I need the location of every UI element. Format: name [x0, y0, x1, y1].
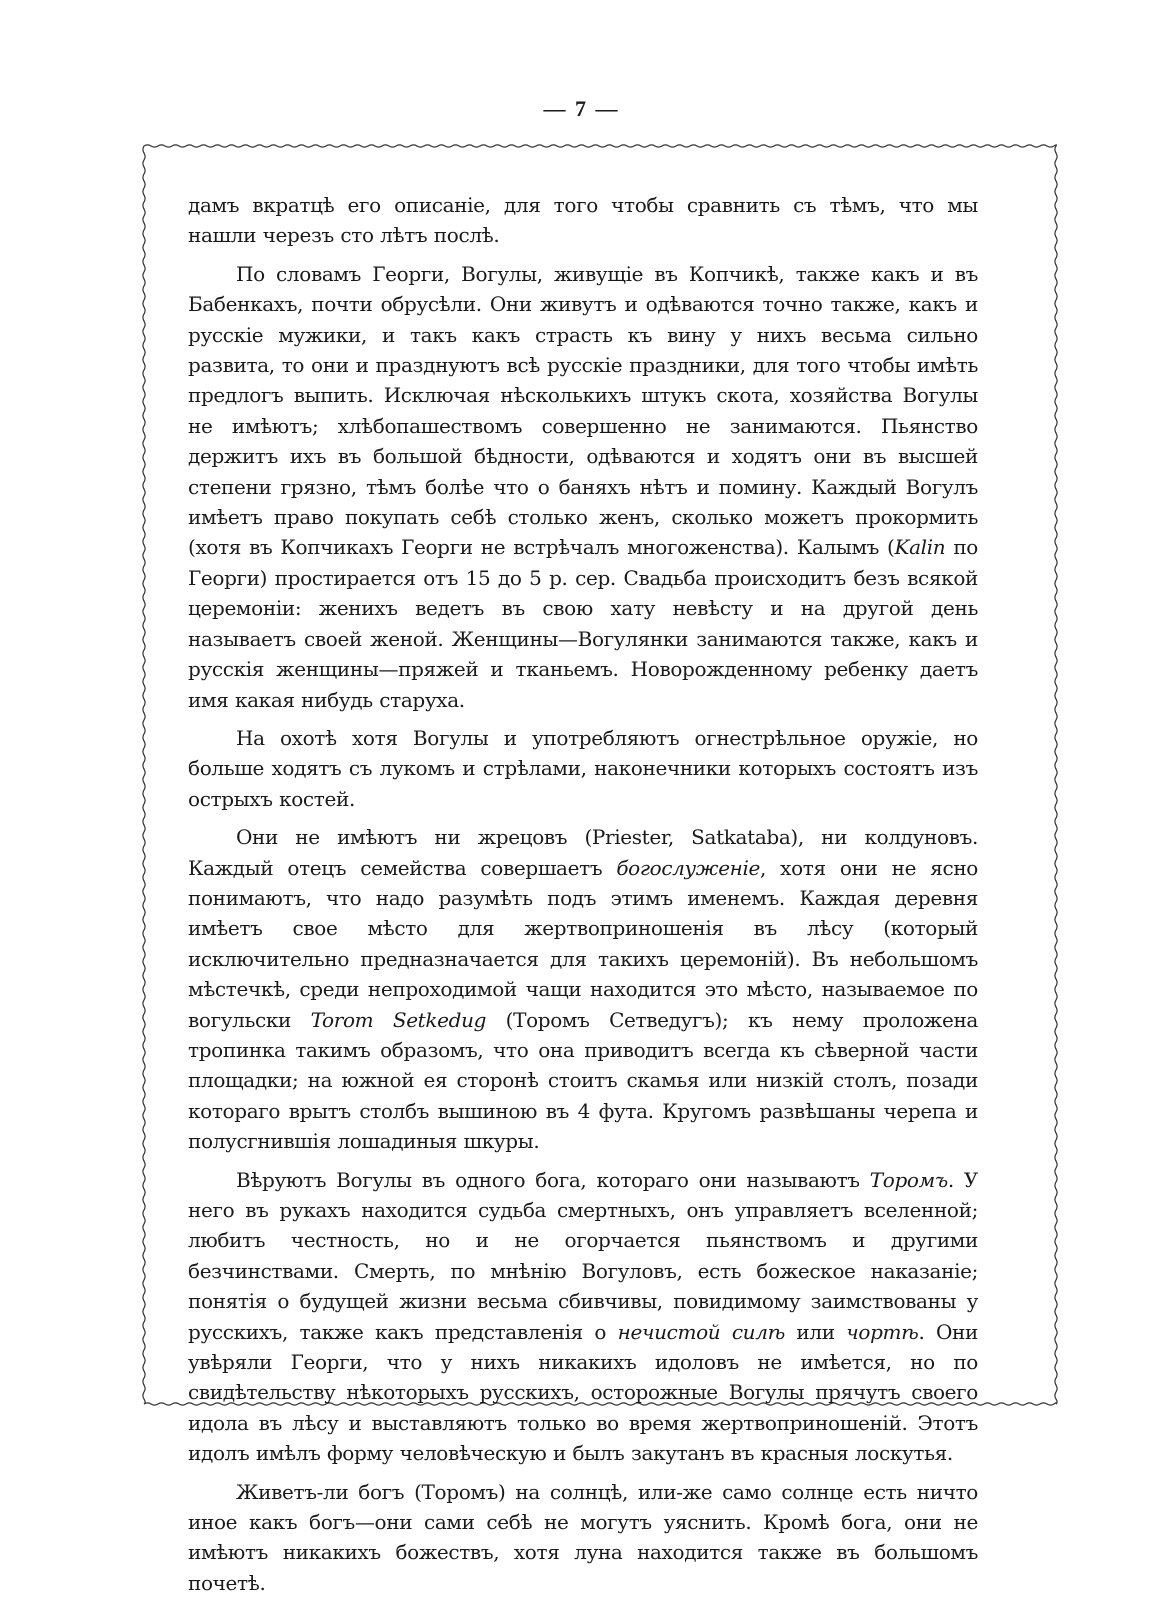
paragraph-4: [188, 822, 978, 1156]
italic-run: Торомъ: [869, 1167, 948, 1192]
paragraph-1: [188, 190, 978, 251]
italic-run: богослуженіе: [616, 855, 761, 880]
text-run: . Они увѣряли Георги, что у нихъ никакихъ идоловъ не имѣется, но по свидѣтельству нѣкоторыхъ русскихъ, осторожные Вогулы прячутъ своего идола въ лѣсу и выставляютъ только во время жертвоприношеній. Этотъ идолъ имѣлъ форму человѣческую и былъ закутанъ въ красныя лоскутья.: [188, 1319, 978, 1466]
text-run: На охотѣ хотя Вогулы и употребляютъ огнестрѣльное оружіе, но больше ходятъ съ лукомъ и стрѣлами, наконечники которыхъ состоятъ изъ острыхъ костей.: [188, 725, 978, 811]
text-body: [188, 190, 978, 1606]
text-run: Вѣруютъ Вогулы въ одного бога, котораго они называютъ: [236, 1167, 870, 1192]
border-right: [1055, 146, 1057, 1404]
text-run: По словамъ Георги, Вогулы, живущіе въ Копчикѣ, также какъ и въ Бабенкахъ, почти обрусѣли. Они живутъ и одѣваются точно также, какъ и русскіе мужики, и такъ какъ страсть къ вину у нихъ весьма сильно развита, то они и празднуютъ всѣ русскіе праздники, для того чтобы имѣть предлогъ выпить. Исключая нѣсколькихъ штукъ скота, хозяйства Вогулы не имѣютъ; хлѣбопашествомъ совершенно не занимаются. Пьянство держитъ ихъ въ большой бѣдности, одѣваются и ходятъ они въ высшей степени грязно, тѣмъ болѣе что о баняхъ нѣтъ и помину. Каждый Вогулъ имѣетъ право покупать себѣ столько женъ, сколько можетъ прокормить (хотя въ Копчикахъ Георги не встрѣчалъ многоженства). Калымъ (: [188, 261, 978, 560]
italic-run: чортѣ: [846, 1319, 919, 1344]
text-run: (Торомъ Сетведугъ); къ нему проложена тропинка такимъ образомъ, что она приводитъ всегда къ сѣверной части площадки; на южной ея сторонѣ стоитъ скамья или низкій столъ, позади котораго врытъ столбъ вышиною въ 4 фута. Кругомъ развѣшаны черепа и полусгнившія лошадиныя шкуры.: [188, 1007, 978, 1154]
text-run: по Георги) простирается отъ 15 до 5 р. сер. Свадьба происходитъ безъ всякой церемоніи: женихъ ведетъ въ свою хату невѣсту и на другой день называетъ своей женой. Женщины—Вогулянки занимаются также, какъ и русскія женщины—пряжей и тканьемъ. Новорожденному ребенку даетъ имя какая нибудь старуха.: [188, 535, 978, 712]
text-run: дамъ вкратцѣ его описаніе, для того чтобы сравнить съ тѣмъ, что мы нашли черезъ сто лѣтъ послѣ.: [188, 193, 978, 248]
italic-run: нечистой силѣ: [617, 1319, 785, 1344]
border-top: [144, 145, 1056, 147]
text-run: Живетъ-ли богъ (Торомъ) на солнцѣ, или-же само солнце есть ничто иное какъ богъ—они сами себѣ не могутъ уяснить. Кромѣ бога, они не имѣютъ никакихъ божествъ, хотя луна находится также въ большомъ почетѣ.: [188, 1479, 978, 1595]
paragraph-5: [188, 1165, 978, 1469]
text-run: или: [784, 1319, 847, 1344]
page-number: — 7 —: [543, 96, 620, 121]
text-run: , хотя они не ясно понимаютъ, что надо разумѣть подъ этимъ именемъ. Каждая деревня имѣетъ свое мѣсто для жертвоприношенія въ лѣсу (который исключительно предназначается для такихъ церемоній). Въ небольшомъ мѣстечкѣ, среди непроходимой чащи находится это мѣсто, называемое по вогульски: [188, 855, 978, 1032]
paragraph-3: [188, 723, 978, 814]
text-run: . У него въ рукахъ находится судьба смертныхъ, онъ управляетъ вселенной; любитъ честность, но и не огорчается пьянствомъ и другими безчинствами. Смерть, по мнѣнію Вогуловъ, есть божеское наказаніе; понятія о будущей жизни весьма сбивчивы, повидимому заимствованы у русскихъ, также какъ представленія о: [188, 1167, 978, 1344]
paragraph-2: [188, 259, 978, 715]
italic-run: Kalin: [894, 535, 946, 560]
italic-run: Torom Setkedug: [310, 1007, 487, 1032]
border-left: [143, 146, 145, 1404]
paragraph-6: [188, 1477, 978, 1599]
text-run: Они не имѣютъ ни жрецовъ (Priester, Satkataba), ни колдуновъ. Каждый отецъ семейства совершаетъ: [188, 825, 978, 880]
